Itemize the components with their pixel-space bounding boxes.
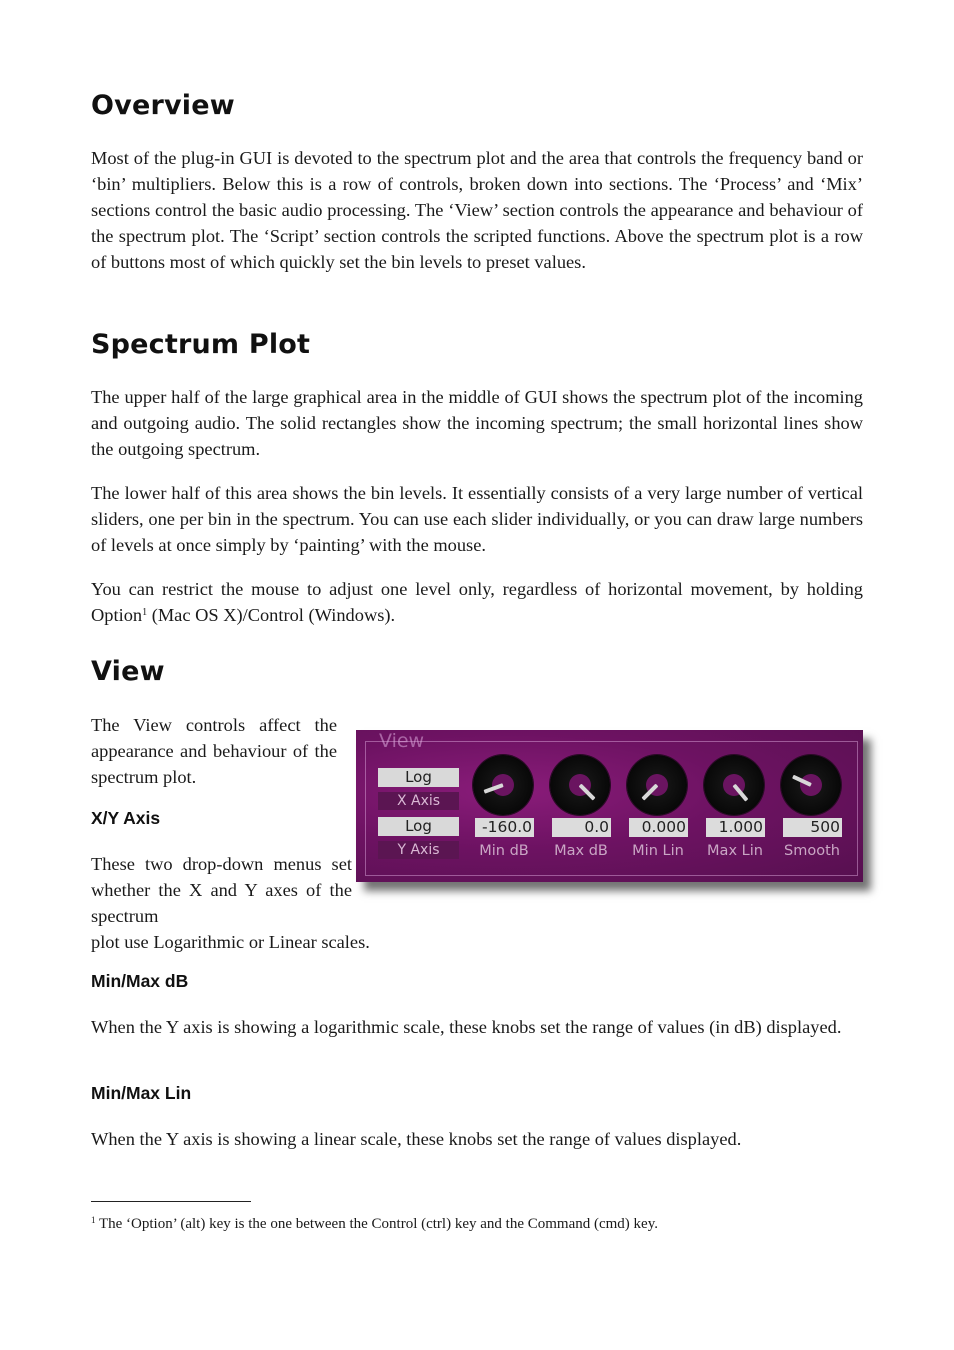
xy-axis-paragraph-b: plot use Logarithmic or Linear scales. [91,932,370,952]
min-lin-value[interactable]: 0.000 [629,818,688,837]
x-axis-dropdown[interactable]: Log [378,768,459,787]
min-max-lin-heading: Min/Max Lin [91,1083,192,1103]
min-db-value[interactable]: -160.0 [475,818,534,837]
min-lin-knob[interactable] [627,755,687,815]
view-intro: The View controls affect the appearance and behaviour of the spectrum plot. [91,715,337,787]
max-db-label: Max dB [554,843,608,859]
overview-heading: Overview [91,90,235,121]
min-db-label: Min dB [479,843,529,859]
x-axis-label: X Axis [378,792,459,810]
smooth-value[interactable]: 500 [783,818,842,837]
max-db-knob[interactable] [550,755,610,815]
max-lin-label: Max Lin [707,843,763,859]
spectrum-paragraph-3-text-b: (Mac OS X)/Control (Windows). [147,605,396,625]
smooth-label: Smooth [784,843,840,859]
view-panel-title: View [379,730,425,752]
overview-paragraph: Most of the plug-in GUI is devoted to the spectrum plot and the area that controls the frequency band or ‘bin’ multipliers. Below this is a row of controls, broken down into sections. The ‘Process’ and ‘Mix’ sections control the basic audio processing. The ‘View’ section controls the appearance and behaviour of the spectrum plot. The ‘Script’ section controls the scripted functions. Above the spectrum plot is a row of buttons most of which quickly set the bin levels to preset values. [91,148,863,272]
knob-center [800,774,822,796]
max-lin-knob[interactable] [704,755,764,815]
footnote [91,1214,658,1234]
min-lin-label: Min Lin [632,843,684,859]
xy-axis-heading: X/Y Axis [91,808,161,828]
min-max-db-paragraph: When the Y axis is showing a logarithmic scale, these knobs set the range of values (in dB) displayed. [91,1017,842,1037]
footnote-ref: 1 [142,607,148,618]
spectrum-paragraph-2: The lower half of this area shows the bin levels. It essentially consists of a very large number of vertical sliders, one per bin in the spectrum. You can use each slider individually, or you can draw large numbers of levels at once simply by ‘painting’ with the mouse. [91,483,863,555]
smooth-knob[interactable] [781,755,841,815]
view-panel [356,730,863,882]
spectrum-plot-heading: Spectrum Plot [91,329,311,360]
spectrum-paragraph-3 [91,576,863,628]
y-axis-dropdown[interactable]: Log [378,817,459,836]
spectrum-paragraph-1: The upper half of the large graphical area in the middle of GUI shows the spectrum plot of the incoming and outgoing audio. The solid rectangles show the incoming spectrum; the small horizontal lines show the outgoing spectrum. [91,387,863,459]
min-max-db-heading: Min/Max dB [91,971,189,991]
footnote-divider [91,1201,251,1202]
footnote-text: The ‘Option’ (alt) key is the one between the Control (ctrl) key and the Command (cmd) key. [95,1216,658,1232]
min-db-knob[interactable] [473,755,533,815]
view-heading: View [91,656,165,687]
spectrum-paragraph-3-text-a: You can restrict the mouse to adjust one level only, regardless of horizontal movement, by holding Option [91,579,863,625]
y-axis-label: Y Axis [378,841,459,859]
xy-axis-paragraph-a: These two drop-down menus set whether the X and Y axes of the spectrum [91,854,352,926]
max-lin-value[interactable]: 1.000 [706,818,765,837]
min-max-lin-paragraph: When the Y axis is showing a linear scale, these knobs set the range of values displayed. [91,1129,742,1149]
max-db-value[interactable]: 0.0 [552,818,611,837]
footnote-number: 1 [91,1215,96,1225]
